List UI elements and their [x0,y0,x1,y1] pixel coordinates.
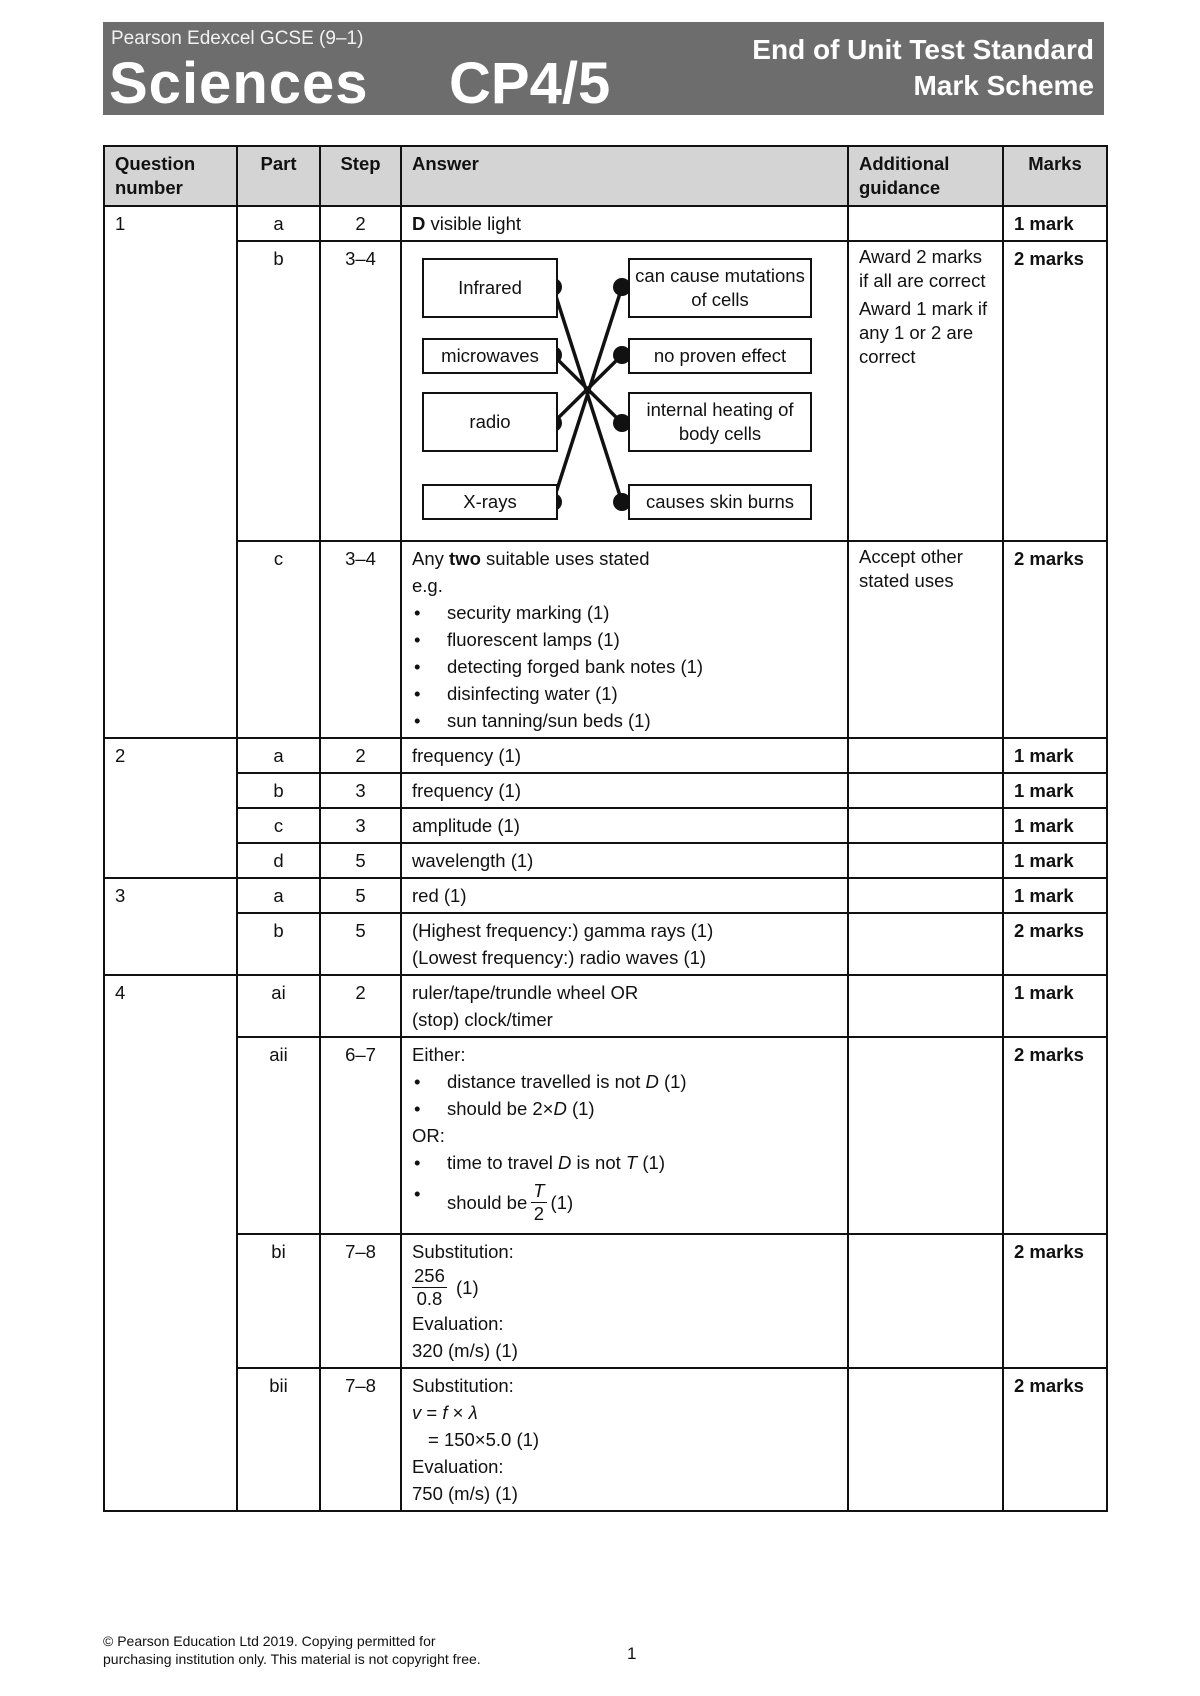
marks: 1 mark [1003,843,1107,878]
step: 3–4 [320,241,401,541]
list-item: • disinfecting water (1) [412,680,837,707]
answer: wavelength (1) [401,843,848,878]
list-item [412,1095,837,1122]
marks: 2 marks [1003,241,1107,541]
guidance-line: Award 2 marks if all are correct [859,246,986,291]
part: a [237,206,320,241]
list-item [412,1068,837,1095]
guidance [848,843,1003,878]
fraction [412,1265,447,1310]
var: D [553,1098,567,1119]
text: = [421,1402,443,1423]
marks: 1 mark [1003,975,1107,1037]
answer [401,541,848,738]
marks: 2 marks [1003,913,1107,975]
col-answer: Answer [401,146,848,206]
step: 2 [320,738,401,773]
answer-letter: D [412,213,426,234]
question-number: 1 [104,206,237,738]
table-row [104,773,1107,808]
answer-eg: e.g. [412,575,443,596]
guidance [848,975,1003,1037]
substitution-label: Substitution: [412,1241,514,1262]
part: bi [237,1234,320,1368]
answer-or: OR: [412,1125,445,1146]
text: is not [571,1152,626,1173]
marks: 1 mark [1003,773,1107,808]
table-header-row [104,146,1107,206]
col-marks: Marks [1003,146,1107,206]
list-item [412,1180,837,1225]
text: (1) [658,1071,687,1092]
guidance-line: Award 1 mark if any 1 or 2 are correct [859,298,988,367]
substitution-expression [412,1265,837,1310]
var: D [645,1071,659,1092]
question-number: 2 [104,738,237,878]
marks: 1 mark [1003,878,1107,913]
col-question-number: Question number [104,146,237,206]
guidance [848,206,1003,241]
text: distance travelled is not [447,1071,646,1092]
step: 3–4 [320,541,401,738]
table-row [104,1234,1107,1368]
table-row [104,975,1107,1037]
answer-text: visible light [425,213,522,234]
part: b [237,241,320,541]
table-row [104,541,1107,738]
answer [401,1037,848,1234]
or-list [412,1149,837,1225]
part: d [237,843,320,878]
part: a [237,738,320,773]
evaluation-label: Evaluation: [412,1313,504,1334]
text: (1) [550,1192,574,1213]
answer [401,1368,848,1511]
list-item: • fluorescent lamps (1) [412,626,837,653]
text: (1) [566,1098,595,1119]
list-item [412,1149,837,1176]
step: 3 [320,773,401,808]
answer [401,975,848,1037]
substitution-label: Substitution: [412,1375,514,1396]
left-box-xrays: X-rays [422,484,558,520]
guidance [848,1368,1003,1511]
step: 3 [320,808,401,843]
marks: 1 mark [1003,738,1107,773]
answer-line: ruler/tape/trundle wheel OR [412,982,639,1003]
header-unit-code: CP4/5 [449,51,611,116]
text: should be [447,1192,528,1213]
uses-list [412,599,837,734]
header-title-line1: End of Unit Test Standard [752,34,1094,65]
col-additional-guidance: Additional guidance [848,146,1003,206]
equation-line-2: = 150×5.0 (1) [428,1429,540,1450]
text: × [447,1402,469,1423]
intro-pre: Any [412,548,450,569]
answer-line: (Lowest frequency:) radio waves (1) [412,947,707,968]
marks: 2 marks [1003,541,1107,738]
answer: red (1) [401,878,848,913]
step: 5 [320,878,401,913]
text: should be 2× [447,1098,554,1119]
evaluation-value: 750 (m/s) (1) [412,1483,518,1504]
intro-post: suitable uses stated [480,548,650,569]
guidance [848,738,1003,773]
right-box-mutations: can cause mutations of cells [628,258,812,318]
answer: amplitude (1) [401,808,848,843]
part: c [237,541,320,738]
answer-intro [412,545,837,572]
denominator: 0.8 [416,1288,443,1309]
col-step: Step [320,146,401,206]
footer-line: © Pearson Education Ltd 2019. Copying permitted for [103,1633,436,1649]
table-row [104,808,1107,843]
table-row [104,843,1107,878]
table-row [104,241,1107,541]
footer-copyright [103,1632,481,1668]
var: f [442,1402,448,1423]
guidance [848,1234,1003,1368]
table-row [104,1037,1107,1234]
text: time to travel [447,1152,559,1173]
table-row [104,206,1107,241]
step: 7–8 [320,1234,401,1368]
right-box-heating: internal heating of body cells [628,392,812,452]
answer-line: (Highest frequency:) gamma rays (1) [412,920,714,941]
guidance [848,808,1003,843]
step: 2 [320,975,401,1037]
evaluation-value: 320 (m/s) (1) [412,1340,518,1361]
numerator: 256 [414,1265,445,1286]
step: 7–8 [320,1368,401,1511]
var: v [412,1402,422,1423]
var: λ [468,1402,478,1423]
marks: 2 marks [1003,1368,1107,1511]
mark: (1) [456,1277,479,1298]
var: D [558,1152,572,1173]
text: (1) [637,1152,665,1173]
step: 5 [320,913,401,975]
guidance [848,773,1003,808]
marks: 1 mark [1003,206,1107,241]
list-item: • security marking (1) [412,599,837,626]
part: aii [237,1037,320,1234]
question-number: 3 [104,878,237,975]
answer-either: Either: [412,1044,466,1065]
guidance: Accept other stated uses [848,541,1003,738]
list-item: • sun tanning/sun beds (1) [412,707,837,734]
denominator: 2 [533,1203,545,1224]
guidance [848,241,1003,541]
part: b [237,913,320,975]
part: ai [237,975,320,1037]
answer: frequency (1) [401,738,848,773]
part: b [237,773,320,808]
question-number: 4 [104,975,237,1511]
guidance [848,878,1003,913]
left-box-radio: radio [422,392,558,452]
evaluation-label: Evaluation: [412,1456,504,1477]
table-row [104,878,1107,913]
intro-bold: two [449,548,481,569]
footer-line: purchasing institution only. This material is not copyright free. [103,1651,481,1667]
col-part: Part [237,146,320,206]
marks: 1 mark [1003,808,1107,843]
answer-line: (stop) clock/timer [412,1009,553,1030]
header-brand: Sciences [109,51,369,116]
guidance [848,1037,1003,1234]
table-row [104,913,1107,975]
table-row [104,738,1107,773]
right-box-no-effect: no proven effect [628,338,812,374]
part: a [237,878,320,913]
answer [401,241,848,541]
left-box-microwaves: microwaves [422,338,558,374]
part: bii [237,1368,320,1511]
header-title-line2: Mark Scheme [913,70,1094,101]
page-number: 1 [627,1644,637,1663]
part: c [237,808,320,843]
answer [401,206,848,241]
left-box-infrared: Infrared [422,258,558,318]
matching-diagram [412,250,842,534]
step: 6–7 [320,1037,401,1234]
marks: 2 marks [1003,1234,1107,1368]
table-row [104,1368,1107,1511]
either-list [412,1068,837,1122]
var: T [625,1152,638,1173]
header-banner [103,22,1104,115]
answer [401,1234,848,1368]
step: 5 [320,843,401,878]
answer [401,913,848,975]
marks: 2 marks [1003,1037,1107,1234]
guidance [848,913,1003,975]
equation [412,1399,837,1426]
right-box-burns: causes skin burns [628,484,812,520]
fraction [531,1180,546,1225]
mark-scheme-table [103,145,1108,1512]
numerator: T [533,1180,545,1201]
answer: frequency (1) [401,773,848,808]
header-kicker: Pearson Edexcel GCSE (9–1) [111,28,364,49]
step: 2 [320,206,401,241]
list-item: • detecting forged bank notes (1) [412,653,837,680]
